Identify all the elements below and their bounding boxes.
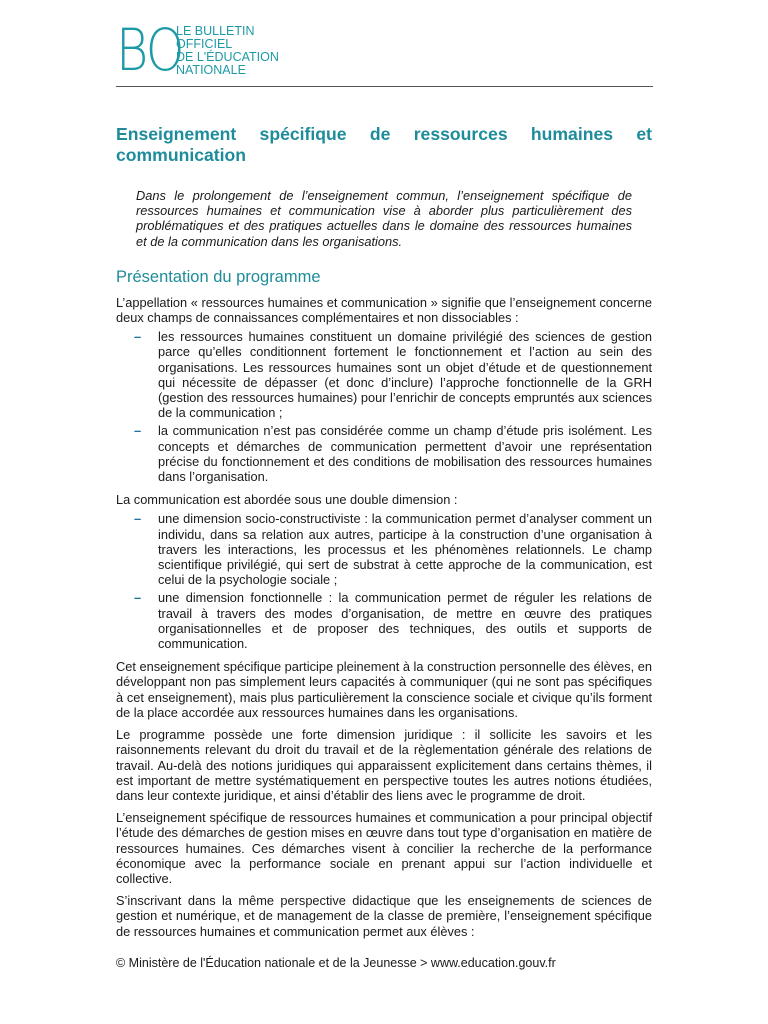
paragraph: Cet enseignement spécifique participe pleinement à la construction personnelle des élèves, en développant non pas simplement leurs capacités à communiquer (qui ne sont pas spécifiques à cet enseignement), mais plus particulièrement la conscience sociale et civique qu’ils forment de la place accordée aux ressources humaines dans les organisations. xyxy=(116,659,652,720)
dash-bullet-icon: – xyxy=(134,329,142,345)
dash-bullet-icon: – xyxy=(134,423,142,439)
paragraph: L’enseignement spécifique de ressources humaines et communication a pour principal objectif l’étude des démarches de gestion mises en œuvre dans tout type d’organisation en matière de ressources humaines. Ces démarches visent à concilier la recherche de la performance économique avec la performance sociale en prenant appui sur l’action individuelle et collective. xyxy=(116,810,652,886)
list-item: – les ressources humaines constituent un domaine privilégié des sciences de gestion parce qu’elles conditionnent fortement le fonctionnement et l’action au sein des organisations. Les ressources humaines sont un objet d’étude et de questionnement qui nécessite de dépasser (et donc d’inclure) l’approche fonctionnelle de la GRH (gestion des ressources humaines) pour l’enrichir de concepts empruntés aux sciences de la communication ; xyxy=(134,329,652,421)
paragraph: Le programme possède une forte dimension juridique : il sollicite les savoirs et les raisonnements relevant du droit du travail et de la règlementation générale des relations de travail. Au-delà des notions juridiques qui apparaissent explicitement dans certains thèmes, il est important de mettre systématiquement en perspective toutes les autres notions étudiées, dans leur contexte juridique, et ainsi d’établir des liens avec le programme de droit. xyxy=(116,727,652,803)
logo-line: LE BULLETIN xyxy=(176,24,255,38)
dash-bullet-icon: – xyxy=(134,511,142,527)
logo-line: DE L'ÉDUCATION xyxy=(176,50,279,64)
bo-logo-text xyxy=(176,25,279,77)
paragraph: La communication est abordée sous une double dimension : xyxy=(116,492,458,508)
paragraph: S’inscrivant dans la même perspective didactique que les enseignements de sciences de gestion et numérique, et de management de la classe de première, l’enseignement spécifique de ressources humaines et communication permet aux élèves : xyxy=(116,893,652,939)
bullet-list xyxy=(116,329,652,484)
document-title: Enseignement spécifique de ressources humaines et communication xyxy=(116,124,652,165)
document-body xyxy=(116,124,652,946)
paragraph: L’appellation « ressources humaines et communication » signifie que l’enseignement concerne deux champs de connaissances complémentaires et non dissociables : xyxy=(116,294,652,326)
list-item: – la communication n’est pas considérée comme un champ d’étude pris isolément. Les concepts et démarches de communication permettent d’avoir une représentation précise du fonctionnement et des conditions de mobilisation des ressources humaines dans l’organisation. xyxy=(134,423,652,485)
logo-line: NATIONALE xyxy=(176,63,246,77)
list-item: – une dimension fonctionnelle : la communication permet de réguler les relations de travail à travers des modes d’organisation, de mettre en œuvre des pratiques organisationnelles et de proposer des techniques, des outils et supports de communication. xyxy=(134,590,652,652)
section-title: Présentation du programme xyxy=(116,267,321,286)
dash-bullet-icon: – xyxy=(134,590,142,606)
bullet-list xyxy=(116,511,652,651)
logo-line: OFFICIEL xyxy=(176,37,233,51)
intro-paragraph: Dans le prolongement de l’enseignement commun, l’enseignement spécifique de ressources humaines et communication vise à aborder plus particulièrement des problématiques et des pratiques actuelles dans le domaine des ressources humaines et de la communication dans les organisations. xyxy=(136,188,632,249)
page-footer: © Ministère de l'Éducation nationale et de la Jeunesse > www.education.gouv.fr xyxy=(116,956,556,970)
bo-logo: BO xyxy=(116,16,183,84)
page-header xyxy=(116,18,653,87)
list-item: – une dimension socio-constructiviste : la communication permet d’analyser comment un individu, dans sa relation aux autres, participe à la construction d’une organisation à travers les interactions, les processus et les phénomènes relationnels. Le champ scientifique privilégié, qui sert de substrat à cette approche de la communication, est celui de la psychologie sociale ; xyxy=(134,511,652,588)
